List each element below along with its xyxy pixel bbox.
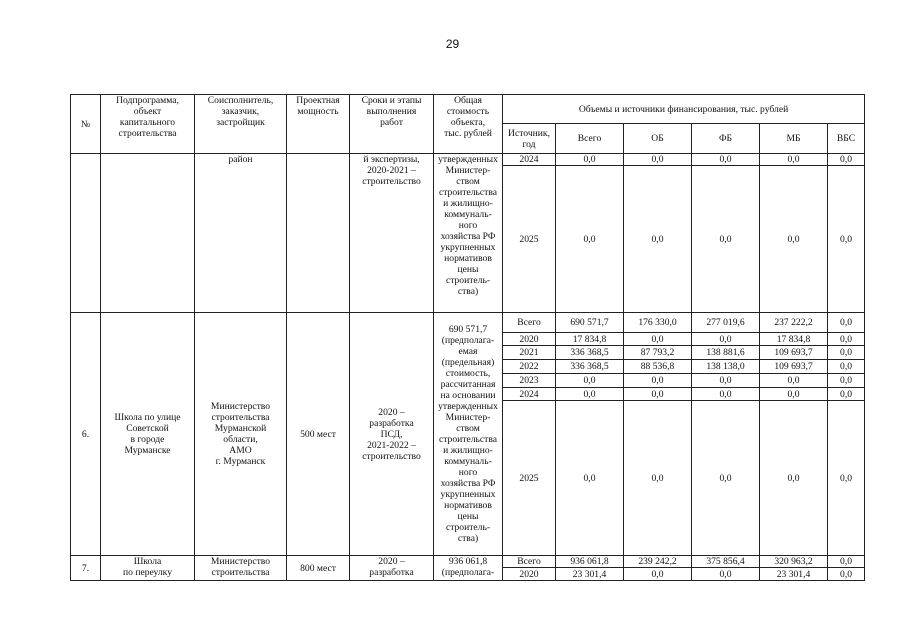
prev-capacity-cell bbox=[287, 154, 350, 313]
total-cell: 936 061,8 bbox=[556, 556, 624, 568]
obj7-executor: Министерство строительства bbox=[195, 556, 287, 581]
vbs-cell: 0,0 bbox=[828, 374, 865, 388]
header-num: № bbox=[71, 95, 101, 154]
year-cell: Всего bbox=[503, 313, 556, 333]
obj7-capacity: 800 мест bbox=[287, 556, 350, 581]
ob-cell: 239 242,2 bbox=[624, 556, 692, 568]
obj6-executor: Министерство строительства Мурманской области, АМО г. Мурманск bbox=[195, 313, 287, 556]
mb-cell: 0,0 bbox=[760, 166, 828, 313]
fb-cell: 375 856,4 bbox=[692, 556, 760, 568]
fb-cell: 0,0 bbox=[692, 401, 760, 556]
year-cell: 2025 bbox=[503, 401, 556, 556]
vbs-cell: 0,0 bbox=[828, 313, 865, 333]
fb-cell: 0,0 bbox=[692, 568, 760, 581]
vbs-cell: 0,0 bbox=[828, 360, 865, 374]
obj6-num: 6. bbox=[71, 313, 101, 556]
year-cell: 2024 bbox=[503, 388, 556, 401]
ob-cell: 0,0 bbox=[624, 166, 692, 313]
obj7-num: 7. bbox=[71, 556, 101, 581]
fb-cell: 277 019,6 bbox=[692, 313, 760, 333]
mb-cell: 0,0 bbox=[760, 154, 828, 166]
mb-cell: 23 301,4 bbox=[760, 568, 828, 581]
ob-cell: 88 536,8 bbox=[624, 360, 692, 374]
header-row bbox=[71, 95, 865, 124]
obj7-terms: 2020 – разработка bbox=[350, 556, 434, 581]
year-cell: 2020 bbox=[503, 568, 556, 581]
ob-cell: 176 330,0 bbox=[624, 313, 692, 333]
year-cell: 2021 bbox=[503, 346, 556, 360]
fb-cell: 0,0 bbox=[692, 166, 760, 313]
total-cell: 17 834,8 bbox=[556, 333, 624, 346]
vbs-cell: 0,0 bbox=[828, 346, 865, 360]
header-total: Всего bbox=[556, 124, 624, 154]
vbs-cell: 0,0 bbox=[828, 154, 865, 166]
mb-cell: 109 693,7 bbox=[760, 360, 828, 374]
mb-cell: 109 693,7 bbox=[760, 346, 828, 360]
vbs-cell: 0,0 bbox=[828, 166, 865, 313]
year-cell: 2023 bbox=[503, 374, 556, 388]
total-cell: 0,0 bbox=[556, 374, 624, 388]
mb-cell: 320 963,2 bbox=[760, 556, 828, 568]
year-cell: 2020 bbox=[503, 333, 556, 346]
total-cell: 0,0 bbox=[556, 166, 624, 313]
ob-cell: 0,0 bbox=[624, 388, 692, 401]
prev-subprogram-cell bbox=[101, 154, 195, 313]
obj7-name: Школа по переулку bbox=[101, 556, 195, 581]
mb-cell: 0,0 bbox=[760, 388, 828, 401]
vbs-cell: 0,0 bbox=[828, 568, 865, 581]
fb-cell: 138 881,6 bbox=[692, 346, 760, 360]
ob-cell: 0,0 bbox=[624, 154, 692, 166]
header-source-year: Источник, год bbox=[503, 124, 556, 154]
ob-cell: 0,0 bbox=[624, 333, 692, 346]
ob-cell: 0,0 bbox=[624, 401, 692, 556]
obj6-name: Школа по улице Советской в городе Мурманске bbox=[101, 313, 195, 556]
ob-cell: 0,0 bbox=[624, 568, 692, 581]
header-mb: МБ bbox=[760, 124, 828, 154]
total-cell: 336 368,5 bbox=[556, 360, 624, 374]
fb-cell: 0,0 bbox=[692, 333, 760, 346]
prev-terms: й экспертизы, 2020-2021 – строительство bbox=[350, 154, 434, 313]
header-subprogram: Подпрограмма, объект капитального строительства bbox=[101, 95, 195, 154]
prev-num-cell bbox=[71, 154, 101, 313]
total-cell: 23 301,4 bbox=[556, 568, 624, 581]
fb-cell: 0,0 bbox=[692, 374, 760, 388]
vbs-cell: 0,0 bbox=[828, 333, 865, 346]
header-ob: ОБ bbox=[624, 124, 692, 154]
vbs-cell: 0,0 bbox=[828, 556, 865, 568]
total-cell: 0,0 bbox=[556, 401, 624, 556]
year-cell: 2022 bbox=[503, 360, 556, 374]
total-cell: 0,0 bbox=[556, 388, 624, 401]
header-executor: Соисполнитель, заказчик, застройщик bbox=[195, 95, 287, 154]
ob-cell: 0,0 bbox=[624, 374, 692, 388]
table-row bbox=[71, 154, 865, 166]
header-vbs: ВБС bbox=[828, 124, 865, 154]
mb-cell: 237 222,2 bbox=[760, 313, 828, 333]
header-financing: Объемы и источники финансирования, тыс. рублей bbox=[503, 95, 865, 124]
mb-cell: 0,0 bbox=[760, 401, 828, 556]
mb-cell: 0,0 bbox=[760, 374, 828, 388]
prev-cost: утвержденных Министер- ством строительства и жилищно- коммуналь- ного хозяйства РФ укрупненных нормативов цены строитель- ства) bbox=[434, 154, 503, 313]
vbs-cell: 0,0 bbox=[828, 401, 865, 556]
year-cell: 2025 bbox=[503, 166, 556, 313]
obj6-cost: 690 571,7 (предполага- емая (предельная) стоимость, рассчитанная на основании утвержденных Министер- ством строительства и жилищно- коммуналь- ного хозяйства РФ укрупненных нормативов цены строитель- ства) bbox=[434, 313, 503, 556]
header-terms: Сроки и этапы выполнения работ bbox=[350, 95, 434, 154]
table-row bbox=[71, 556, 865, 568]
fb-cell: 0,0 bbox=[692, 154, 760, 166]
ob-cell: 87 793,2 bbox=[624, 346, 692, 360]
header-capacity: Проектная мощность bbox=[287, 95, 350, 154]
table-row bbox=[71, 313, 865, 333]
year-cell: 2024 bbox=[503, 154, 556, 166]
obj7-cost: 936 061,8 (предполага- bbox=[434, 556, 503, 581]
obj6-capacity: 500 мест bbox=[287, 313, 350, 556]
financing-table bbox=[70, 94, 865, 581]
total-cell: 0,0 bbox=[556, 154, 624, 166]
fb-cell: 0,0 bbox=[692, 388, 760, 401]
page-number: 29 bbox=[445, 37, 460, 51]
total-cell: 690 571,7 bbox=[556, 313, 624, 333]
vbs-cell: 0,0 bbox=[828, 388, 865, 401]
total-cell: 336 368,5 bbox=[556, 346, 624, 360]
year-cell: Всего bbox=[503, 556, 556, 568]
prev-executor: район bbox=[195, 154, 287, 313]
header-fb: ФБ bbox=[692, 124, 760, 154]
obj6-terms: 2020 – разработка ПСД, 2021-2022 – строительство bbox=[350, 313, 434, 556]
mb-cell: 17 834,8 bbox=[760, 333, 828, 346]
header-cost: Общая стоимость объекта, тыс. рублей bbox=[434, 95, 503, 154]
fb-cell: 138 138,0 bbox=[692, 360, 760, 374]
